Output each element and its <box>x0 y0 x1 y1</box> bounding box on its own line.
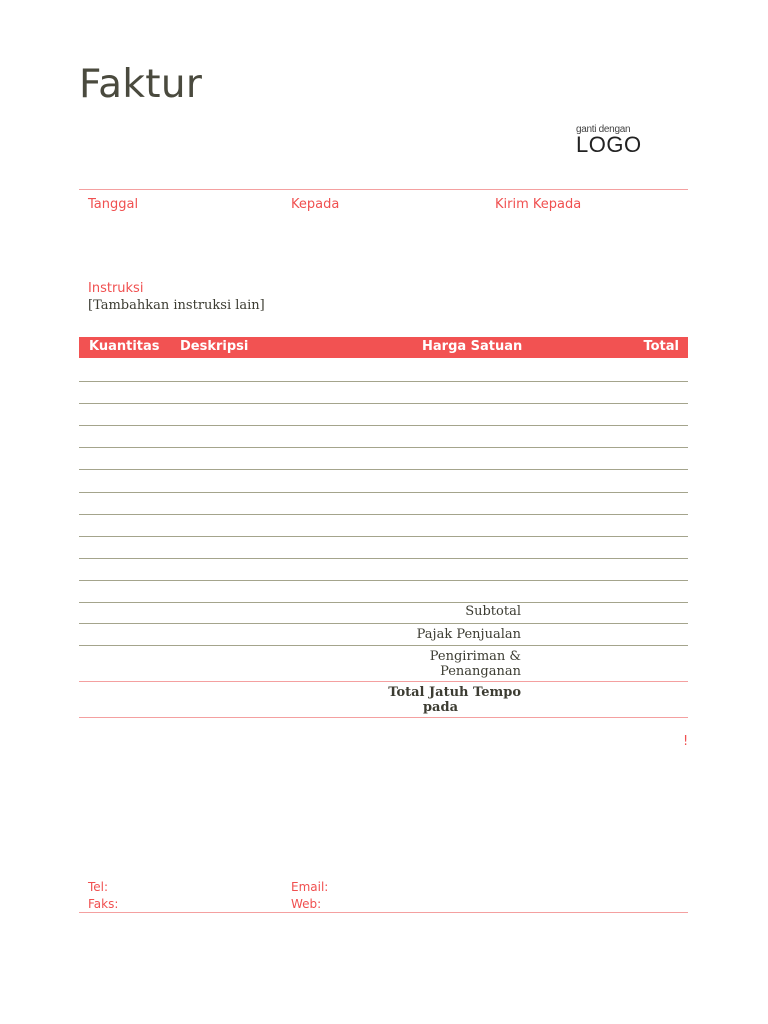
recipient-label: Kepada <box>291 197 340 212</box>
instructions-text[interactable]: [Tambahkan instruksi lain] <box>88 298 265 313</box>
table-row[interactable] <box>79 602 688 603</box>
summary-bottom-divider <box>79 717 688 718</box>
logo-subtext: ganti dengan <box>576 124 631 135</box>
table-row[interactable] <box>79 469 688 470</box>
col-total: Total <box>643 339 679 354</box>
note-marker: ! <box>683 734 689 749</box>
shipping-label-line1: Pengiriman & <box>429 649 521 664</box>
summary-divider <box>79 645 688 646</box>
table-row[interactable] <box>79 580 688 581</box>
line-items-header <box>79 337 688 358</box>
footer-tel-label: Tel: <box>88 880 109 894</box>
logo-text: LOGO <box>576 132 642 157</box>
col-quantity: Kuantitas <box>89 339 160 354</box>
shipping-label-line2: Penanganan <box>440 664 521 679</box>
instructions-label: Instruksi <box>88 281 144 296</box>
footer-web-label: Web: <box>291 897 322 911</box>
summary-divider <box>79 681 688 682</box>
total-due-label-line1: Total Jatuh Tempo <box>388 685 521 700</box>
table-row[interactable] <box>79 447 688 448</box>
subtotal-label: Subtotal <box>465 604 521 619</box>
footer-email-label: Email: <box>291 880 329 894</box>
table-row[interactable] <box>79 492 688 493</box>
date-label: Tanggal <box>88 197 139 212</box>
col-description: Deskripsi <box>180 339 249 354</box>
invoice-title: Faktur <box>79 62 203 107</box>
ship-to-label: Kirim Kepada <box>495 197 582 212</box>
total-due-label-line2: pada <box>422 700 458 715</box>
col-unit-price: Harga Satuan <box>422 339 523 354</box>
sales-tax-label: Pajak Penjualan <box>416 627 521 642</box>
logo-placeholder <box>576 124 642 155</box>
table-row[interactable] <box>79 381 688 382</box>
header-divider <box>79 189 688 190</box>
table-row[interactable] <box>79 403 688 404</box>
table-row[interactable] <box>79 536 688 537</box>
footer-fax-label: Faks: <box>88 897 119 911</box>
footer-divider <box>79 912 688 913</box>
summary-divider <box>79 623 688 624</box>
table-row[interactable] <box>79 558 688 559</box>
table-row[interactable] <box>79 425 688 426</box>
table-row[interactable] <box>79 514 688 515</box>
